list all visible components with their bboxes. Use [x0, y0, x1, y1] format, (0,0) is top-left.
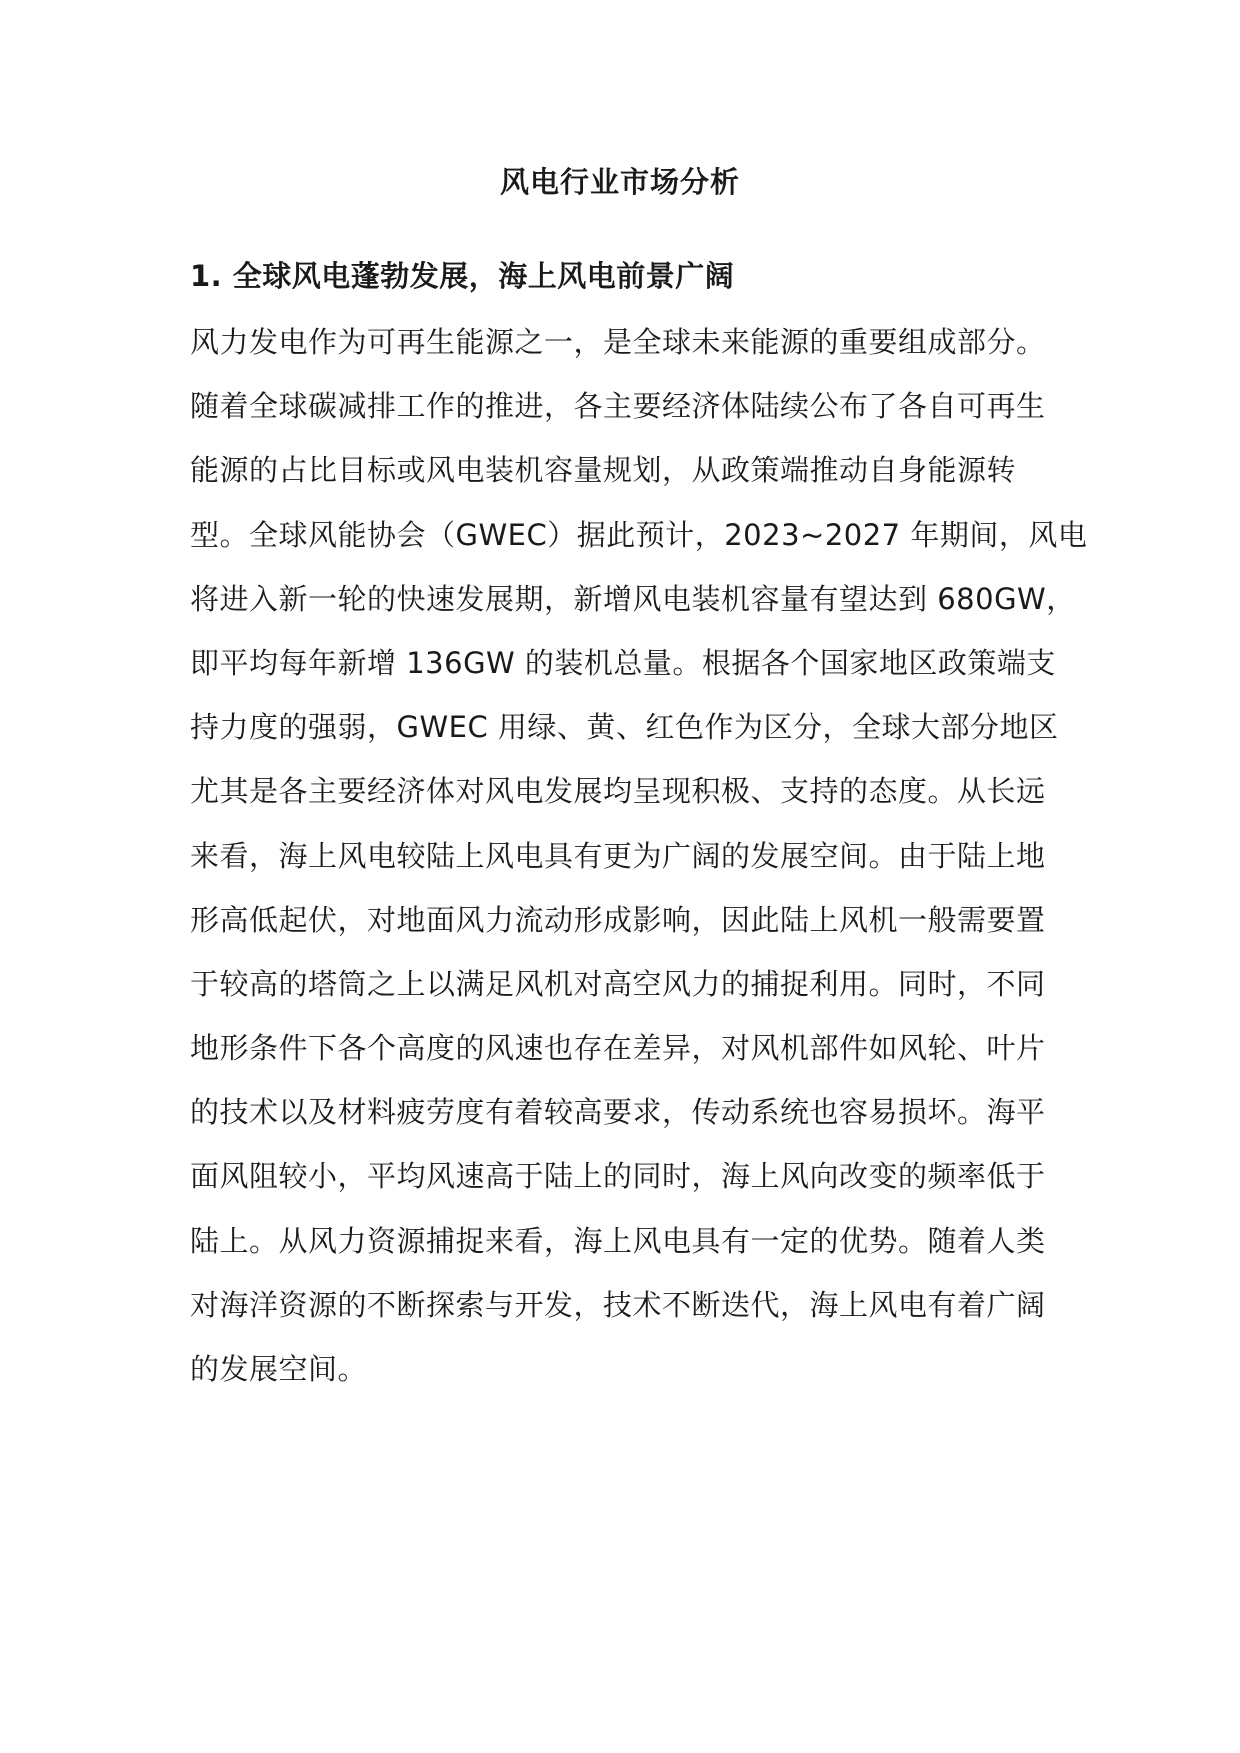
- paragraph-line: 形高低起伏，对地面风力流动形成影响，因此陆上风机一般需要置: [190, 902, 1046, 937]
- document-title: 风电行业市场分析: [499, 165, 740, 199]
- paragraph-line: 能源的占比目标或风电装机容量规划，从政策端推动自身能源转: [190, 453, 1017, 488]
- body-paragraph: [190, 320, 1088, 1411]
- paragraph-line: 持力度的强弱，GWEC 用绿、黄、红色作为区分，全球大部分地区: [190, 710, 1059, 745]
- paragraph-line: 陆上。从风力资源捕捉来看，海上风电具有一定的优势。随着人类: [190, 1223, 1046, 1258]
- paragraph-line: 对海洋资源的不断探索与开发，技术不断迭代，海上风电有着广阔: [190, 1287, 1046, 1322]
- paragraph-line: 风力发电作为可再生能源之一，是全球未来能源的重要组成部分。: [190, 325, 1046, 359]
- paragraph-line: 尤其是各主要经济体对风电发展均呈现积极、支持的态度。从长远: [190, 774, 1046, 809]
- paragraph-line: 于较高的塔筒之上以满足风机对高空风力的捕捉利用。同时，不同: [190, 966, 1046, 1001]
- paragraph-line: 型。全球风能协会（GWEC）据此预计，2023~2027 年期间，风电: [190, 517, 1088, 552]
- paragraph-line: 的技术以及材料疲劳度有着较高要求，传动系统也容易损坏。海平: [190, 1095, 1046, 1130]
- paragraph-line: 将进入新一轮的快速发展期，新增风电装机容量有望达到 680GW，: [190, 581, 1076, 616]
- paragraph-line: 即平均每年新增 136GW 的装机总量。根据各个国家地区政策端支: [190, 645, 1056, 680]
- paragraph-line: 面风阻较小，平均风速高于陆上的同时，海上风向改变的频率低于: [190, 1159, 1046, 1194]
- paragraph-line: 的发展空间。: [190, 1352, 368, 1386]
- paragraph-line: 地形条件下各个高度的风速也存在差异，对风机部件如风轮、叶片: [190, 1031, 1046, 1066]
- section-heading: 1. 全球风电蓬勃发展，海上风电前景广阔: [190, 259, 735, 293]
- paragraph-line: 随着全球碳减排工作的推进，各主要经济体陆续公布了各自可再生: [190, 389, 1046, 424]
- paragraph-line: 来看，海上风电较陆上风电具有更为广阔的发展空间。由于陆上地: [190, 838, 1046, 873]
